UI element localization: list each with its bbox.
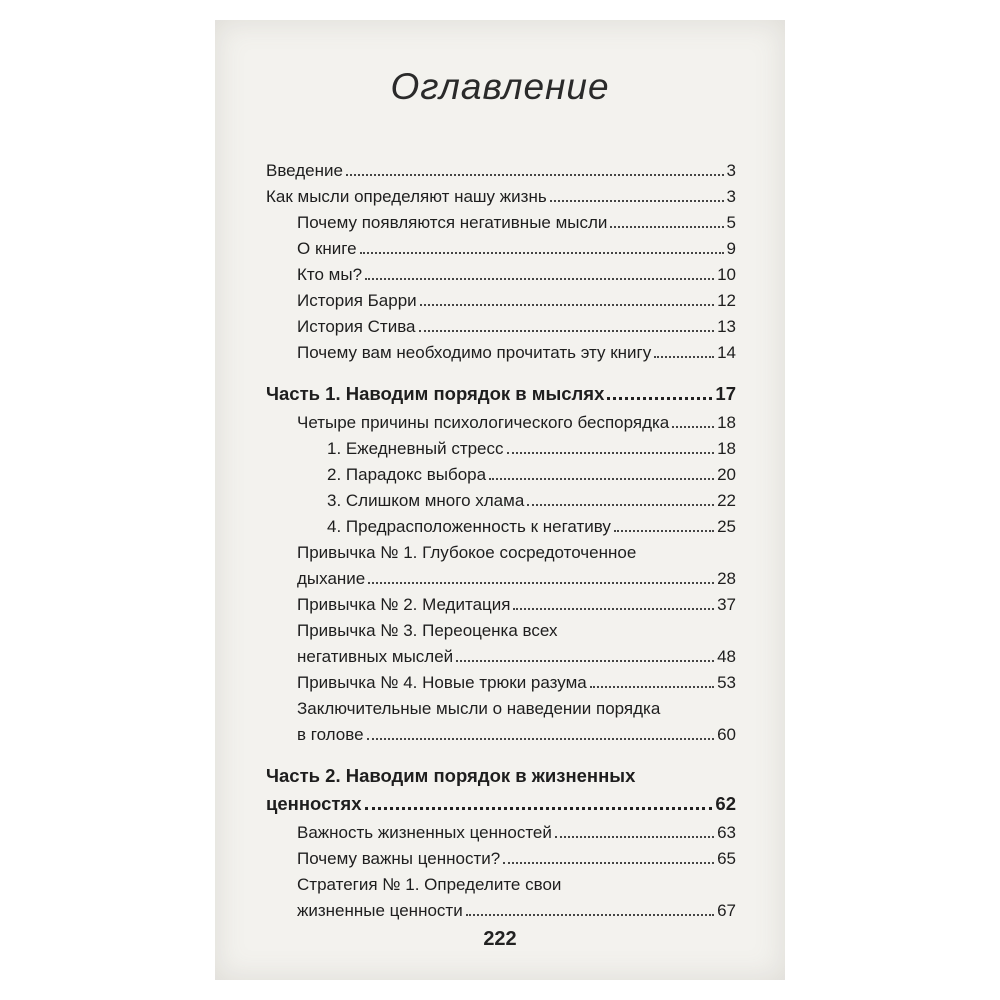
toc-page-number: 18 bbox=[717, 439, 736, 458]
toc-entry bbox=[266, 670, 736, 696]
toc-page-number: 18 bbox=[717, 413, 736, 432]
toc-entry-title: Как мысли определяют нашу жизнь bbox=[266, 187, 547, 206]
toc-page-number: 9 bbox=[726, 239, 736, 258]
dot-leader bbox=[607, 397, 712, 400]
toc-entry-title: О книге bbox=[297, 239, 357, 258]
toc-entry bbox=[266, 262, 736, 288]
toc-entry-title: 3. Слишком много хлама bbox=[327, 491, 525, 510]
dot-leader bbox=[365, 807, 713, 810]
dot-leader bbox=[527, 504, 714, 506]
toc-entry bbox=[266, 210, 736, 236]
toc-entry bbox=[266, 462, 736, 488]
toc-entry-title-cont: дыхание bbox=[297, 569, 366, 588]
page-title: Оглавление bbox=[390, 66, 610, 107]
toc-page-number: 28 bbox=[717, 569, 736, 588]
toc-entry-title-cont: ценностях bbox=[266, 793, 362, 814]
dot-leader bbox=[368, 582, 714, 584]
toc-entry-title: Четыре причины психологического беспорядка bbox=[297, 413, 670, 432]
dot-leader bbox=[466, 914, 714, 916]
table-of-contents bbox=[266, 158, 736, 924]
dot-leader bbox=[672, 426, 714, 428]
dot-leader bbox=[555, 836, 714, 838]
dot-leader bbox=[654, 356, 714, 358]
toc-part-entry bbox=[266, 762, 736, 818]
toc-page-number: 25 bbox=[717, 517, 736, 536]
toc-entry bbox=[266, 236, 736, 262]
toc-entry bbox=[266, 314, 736, 340]
dot-leader bbox=[550, 200, 724, 202]
toc-entry bbox=[266, 184, 736, 210]
toc-page-number: 5 bbox=[726, 213, 736, 232]
toc-entry-title: Привычка № 3. Переоценка всех bbox=[297, 621, 558, 640]
toc-page-number: 20 bbox=[717, 465, 736, 484]
dot-leader bbox=[610, 226, 723, 228]
toc-page-number: 14 bbox=[717, 343, 736, 362]
toc-entry-title-cont: жизненные ценности bbox=[297, 901, 463, 920]
dot-leader bbox=[346, 174, 724, 176]
toc-entry-title: Привычка № 4. Новые трюки разума bbox=[297, 673, 587, 692]
toc-entry bbox=[266, 820, 736, 846]
toc-entry-title-cont: негативных мыслей bbox=[297, 647, 454, 666]
toc-part-entry bbox=[266, 380, 736, 408]
toc-entry bbox=[266, 514, 736, 540]
toc-page-number: 48 bbox=[717, 647, 736, 666]
dot-leader bbox=[507, 452, 715, 454]
toc-entry bbox=[266, 540, 736, 592]
toc-entry bbox=[266, 592, 736, 618]
toc-page-number: 53 bbox=[717, 673, 736, 692]
toc-entry-title: Почему появляются негативные мысли bbox=[297, 213, 608, 232]
toc-entry bbox=[266, 872, 736, 924]
toc-entry bbox=[266, 436, 736, 462]
toc-entry-title: Введение bbox=[266, 161, 343, 180]
dot-leader bbox=[503, 862, 714, 864]
toc-entry-title: История Стива bbox=[297, 317, 416, 336]
dot-leader bbox=[614, 530, 714, 532]
toc-entry-title: 1. Ежедневный стресс bbox=[327, 439, 504, 458]
toc-entry-title: Часть 2. Наводим порядок в жизненных bbox=[266, 765, 636, 786]
toc-page-number: 17 bbox=[715, 383, 736, 404]
toc-page-number: 10 bbox=[717, 265, 736, 284]
toc-page-number: 3 bbox=[726, 161, 736, 180]
toc-entry bbox=[266, 158, 736, 184]
toc-entry-title: История Барри bbox=[297, 291, 417, 310]
toc-entry-title: 2. Парадокс выбора bbox=[327, 465, 487, 484]
toc-page-number: 62 bbox=[715, 793, 736, 814]
toc-entry bbox=[266, 340, 736, 366]
toc-entry-title: Привычка № 1. Глубокое сосредоточенное bbox=[297, 543, 637, 562]
toc-entry bbox=[266, 410, 736, 436]
dot-leader bbox=[590, 686, 714, 688]
toc-entry bbox=[266, 618, 736, 670]
toc-entry-title-cont: в голове bbox=[297, 725, 364, 744]
toc-entry bbox=[266, 846, 736, 872]
toc-entry-title: Кто мы? bbox=[297, 265, 363, 284]
dot-leader bbox=[365, 278, 714, 280]
toc-entry-title: Заключительные мысли о наведении порядка bbox=[297, 699, 661, 718]
toc-entry-title: Почему важны ценности? bbox=[297, 849, 501, 868]
toc-entry bbox=[266, 696, 736, 748]
toc-page-number: 22 bbox=[717, 491, 736, 510]
toc-entry bbox=[266, 288, 736, 314]
toc-page-number: 63 bbox=[717, 823, 736, 842]
toc-entry-title: 4. Предрасположенность к негативу bbox=[327, 517, 611, 536]
dot-leader bbox=[420, 304, 714, 306]
toc-page-number: 3 bbox=[726, 187, 736, 206]
toc-page-number: 67 bbox=[717, 901, 736, 920]
dot-leader bbox=[513, 608, 714, 610]
dot-leader bbox=[367, 738, 715, 740]
dot-leader bbox=[489, 478, 714, 480]
toc-entry-title: Привычка № 2. Медитация bbox=[297, 595, 511, 614]
toc-page-number: 37 bbox=[717, 595, 736, 614]
toc-entry-title: Важность жизненных ценностей bbox=[297, 823, 552, 842]
toc-entry-title: Стратегия № 1. Определите свои bbox=[297, 875, 562, 894]
dot-leader bbox=[419, 330, 715, 332]
toc-entry-title: Почему вам необходимо прочитать эту книгу bbox=[297, 343, 652, 362]
page-number: 222 bbox=[483, 928, 517, 950]
toc-entry bbox=[266, 488, 736, 514]
toc-page-number: 12 bbox=[717, 291, 736, 310]
toc-page-number: 13 bbox=[717, 317, 736, 336]
toc-entry-title: Часть 1. Наводим порядок в мыслях bbox=[266, 383, 605, 404]
dot-leader bbox=[360, 252, 724, 254]
toc-page-number: 65 bbox=[717, 849, 736, 868]
dot-leader bbox=[456, 660, 714, 662]
toc-page-number: 60 bbox=[717, 725, 736, 744]
